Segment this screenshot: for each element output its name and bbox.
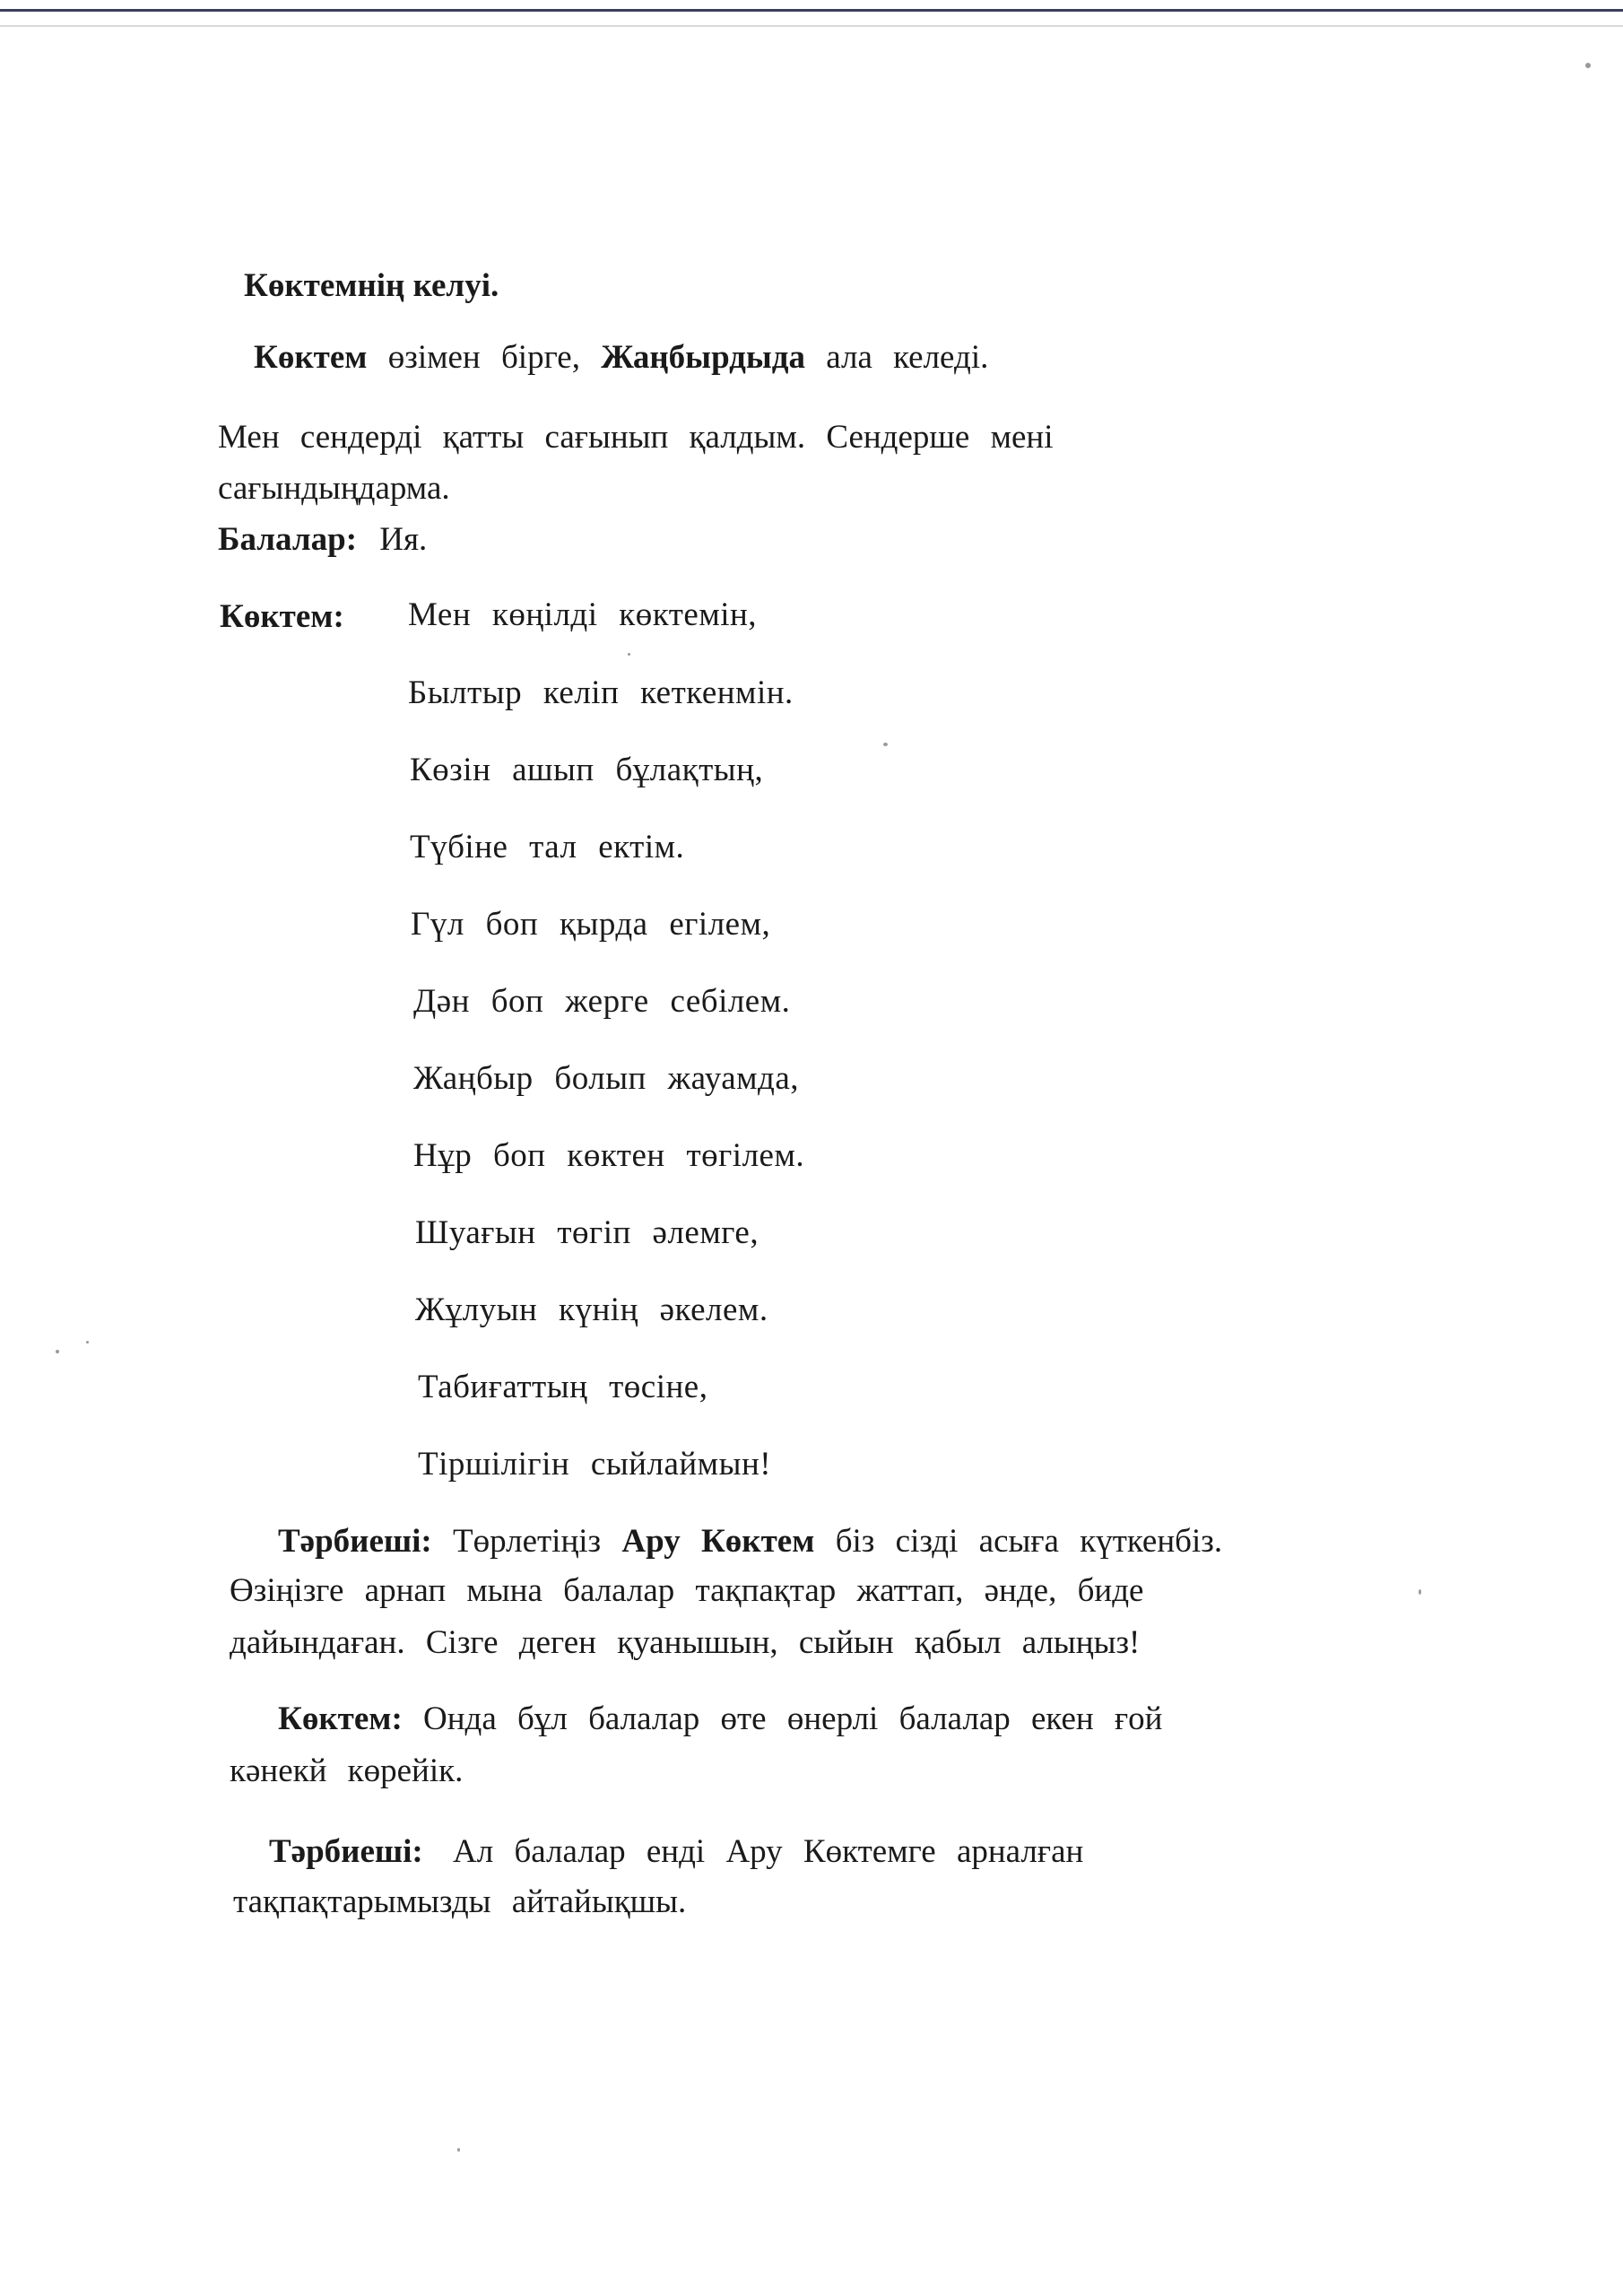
scan-speck [457, 2148, 460, 2152]
scan-speck [1419, 1589, 1421, 1595]
poem-line: Мен көңілді көктемін, [408, 596, 758, 633]
poem-line: Тіршілігін сыйлаймын! [418, 1446, 772, 1483]
teacher-2-text: Ал балалар енді Ару Көктемге арналған [453, 1833, 1084, 1870]
spring-reply-line-1 [278, 1699, 1162, 1740]
teacher-1-text-after: біз сізді асыға күткенбіз. [835, 1523, 1223, 1560]
scan-border-shadow [0, 25, 1623, 27]
scan-speck [56, 1350, 59, 1353]
teacher-1-bold-name: Ару Көктем [621, 1523, 815, 1560]
poem-line: Жаңбыр болып жауамда, [413, 1060, 800, 1097]
poem-line: Түбіне тал ектім. [410, 829, 685, 865]
document-title: Көктемнің келуі. [244, 267, 499, 304]
teacher-2-line-2: тақпақтарымызды айтайықшы. [233, 1883, 687, 1920]
intro-speaker: Көктем [254, 339, 368, 376]
teacher-1-line-3: дайындаған. Сізге деген қуанышын, сыйын қабыл алыңыз! [230, 1624, 1141, 1661]
intro-text-after: ала келеді. [826, 339, 989, 376]
teacher-2-speaker: Тәрбиеші: [269, 1833, 423, 1870]
teacher-1-line-2: Өзіңізге арнап мына балалар тақпақтар жаттап, әнде, биде [230, 1572, 1144, 1609]
poem-line: Былтыр келіп кеткенмін. [408, 674, 794, 711]
scan-speck [1585, 63, 1591, 68]
poem-line: Табиғаттың төсіне, [418, 1369, 708, 1405]
children-reply-text: Ия. [379, 521, 428, 558]
teacher-2-line-1 [269, 1831, 1083, 1873]
children-reply [218, 519, 427, 561]
teacher-1-line-1 [278, 1521, 1222, 1562]
poem-line: Нұр боп көктен төгілем. [413, 1137, 805, 1174]
intro-line [254, 337, 988, 378]
scan-speck [86, 1341, 89, 1344]
intro-text-before: өзімен бірге, [387, 339, 580, 376]
poem-line: Гүл боп қырда егілем, [411, 906, 771, 943]
poem-line: Жұлуын күнің әкелем. [415, 1292, 768, 1328]
spring-reply-speaker: Көктем: [278, 1700, 403, 1737]
intro-bold-name: Жаңбырдыда [601, 339, 805, 376]
scan-border-top [0, 9, 1623, 12]
poem-line: Дән боп жерге себілем. [413, 983, 791, 1020]
poem-speaker: Көктем: [220, 598, 344, 635]
spring-reply-line-2: кәнекй көрейік. [230, 1752, 464, 1789]
speech-line-2: сағындыңдарма. [218, 470, 450, 507]
poem-line: Шуағын төгіп әлемге, [415, 1214, 759, 1251]
speech-line-1: Мен сендерді қатты сағынып қалдым. Сендерше мені [218, 419, 1054, 456]
poem-line: Көзін ашып бұлақтың, [410, 752, 764, 788]
scan-speck [628, 653, 630, 656]
spring-reply-text: Онда бұл балалар өте өнерлі балалар екен ғой [423, 1700, 1163, 1737]
teacher-1-speaker: Тәрбиеші: [278, 1523, 432, 1560]
children-speaker: Балалар: [218, 521, 358, 558]
scan-speck [883, 743, 888, 746]
teacher-1-text-before: Төрлетіңіз [453, 1523, 602, 1560]
